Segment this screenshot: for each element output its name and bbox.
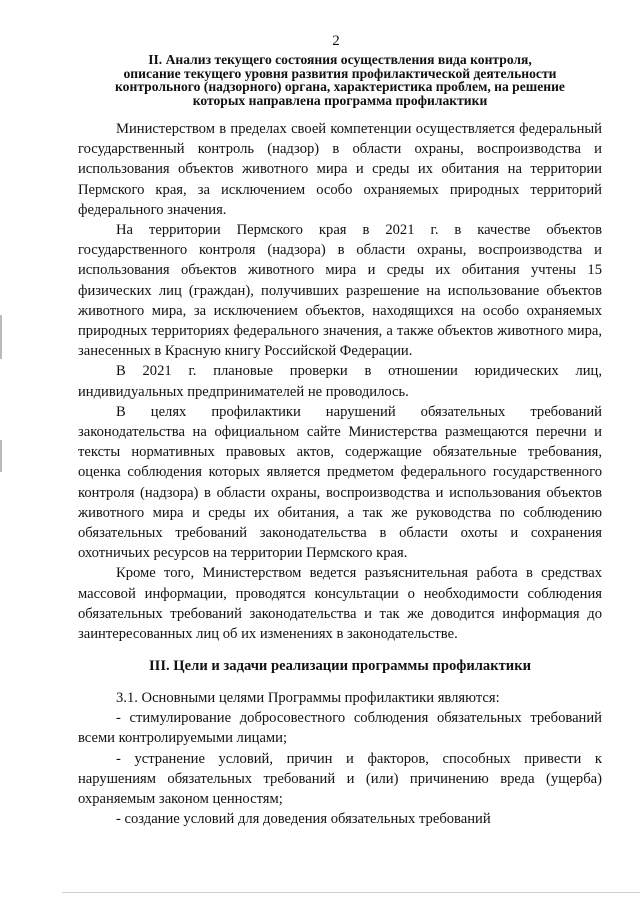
section-2-title-line: II. Анализ текущего состояния осуществления вида контроля, xyxy=(148,52,532,67)
paragraph: - создание условий для доведения обязательных требований xyxy=(116,811,491,828)
scan-edge-line xyxy=(62,892,640,893)
paragraph: В 2021 г. плановые проверки в отношении юридических лиц, индивидуальных предпринимателей не проводилось. xyxy=(78,363,602,400)
section-2-title-line: которых направлена программа профилактики xyxy=(192,92,488,108)
paragraph: Кроме того, Министерством ведется разъяснительная работа в средствах массовой информации, проводятся консультации о необходимости соблюдения обязательных требований законодательства и так же доводится информация до заинтересованных лиц об их изменениях в законодательстве. xyxy=(78,565,602,643)
scan-edge-mark xyxy=(0,315,2,359)
page-number: 2 xyxy=(332,33,340,49)
paragraph: В целях профилактики нарушений обязательных требований законодательства на официальном сайте Министерства размещаются перечни и тексты нормативных правовых актов, содержащие обязательные требования, оценка соблюдения которых является предметом федерального государственного контроля (надзора) в области охраны, воспроизводства и использования объектов животного мира и среды их обитания, а так же руководства по соблюдению обязательных требований законодательства в области охоты и сохранения охотничьих ресурсов на территории Пермского края. xyxy=(78,403,602,562)
paragraph: Министерством в пределах своей компетенции осуществляется федеральный государственный контроль (надзор) в области охраны, воспроизводства и использования объектов животного мира и среды их обитания на территории Пермского края, за исключением особо охраняемых природных территорий федерального значения. xyxy=(78,121,602,218)
paragraph: - стимулирование добросовестного соблюдения обязательных требований всеми контролируемыми лицами; xyxy=(78,710,602,747)
paragraph: 3.1. Основными целями Программы профилактики являются: xyxy=(116,690,500,706)
section-2-body xyxy=(78,119,602,644)
section-2-title-line: контрольного (надзорного) органа, характеристика проблем, на решение xyxy=(115,79,565,94)
section-2-title xyxy=(78,53,602,107)
paragraph: На территории Пермского края в 2021 г. в качестве объектов государственного контроля (надзора) в области охраны, воспроизводства и использования объектов животного мира и среды их обитания учтены 15 физических лиц (граждан), получивших разрешение на использование объектов животного мира, за исключением объектов, находящихся на особо охраняемых природных территориях федерального значения, а также объектов животного мира, занесенных в Красную книгу Российской Федерации. xyxy=(78,222,602,360)
section-3-title: III. Цели и задачи реализации программы профилактики xyxy=(148,658,532,674)
section-3-body xyxy=(78,688,602,829)
paragraph: - устранение условий, причин и факторов, способных привести к нарушениям обязательных требований и (или) причинению вреда (ущерба) охраняемым законом ценностям; xyxy=(78,750,602,808)
section-2-title-line: описание текущего уровня развития профилактической деятельности xyxy=(123,65,557,81)
scan-edge-mark xyxy=(0,440,2,472)
